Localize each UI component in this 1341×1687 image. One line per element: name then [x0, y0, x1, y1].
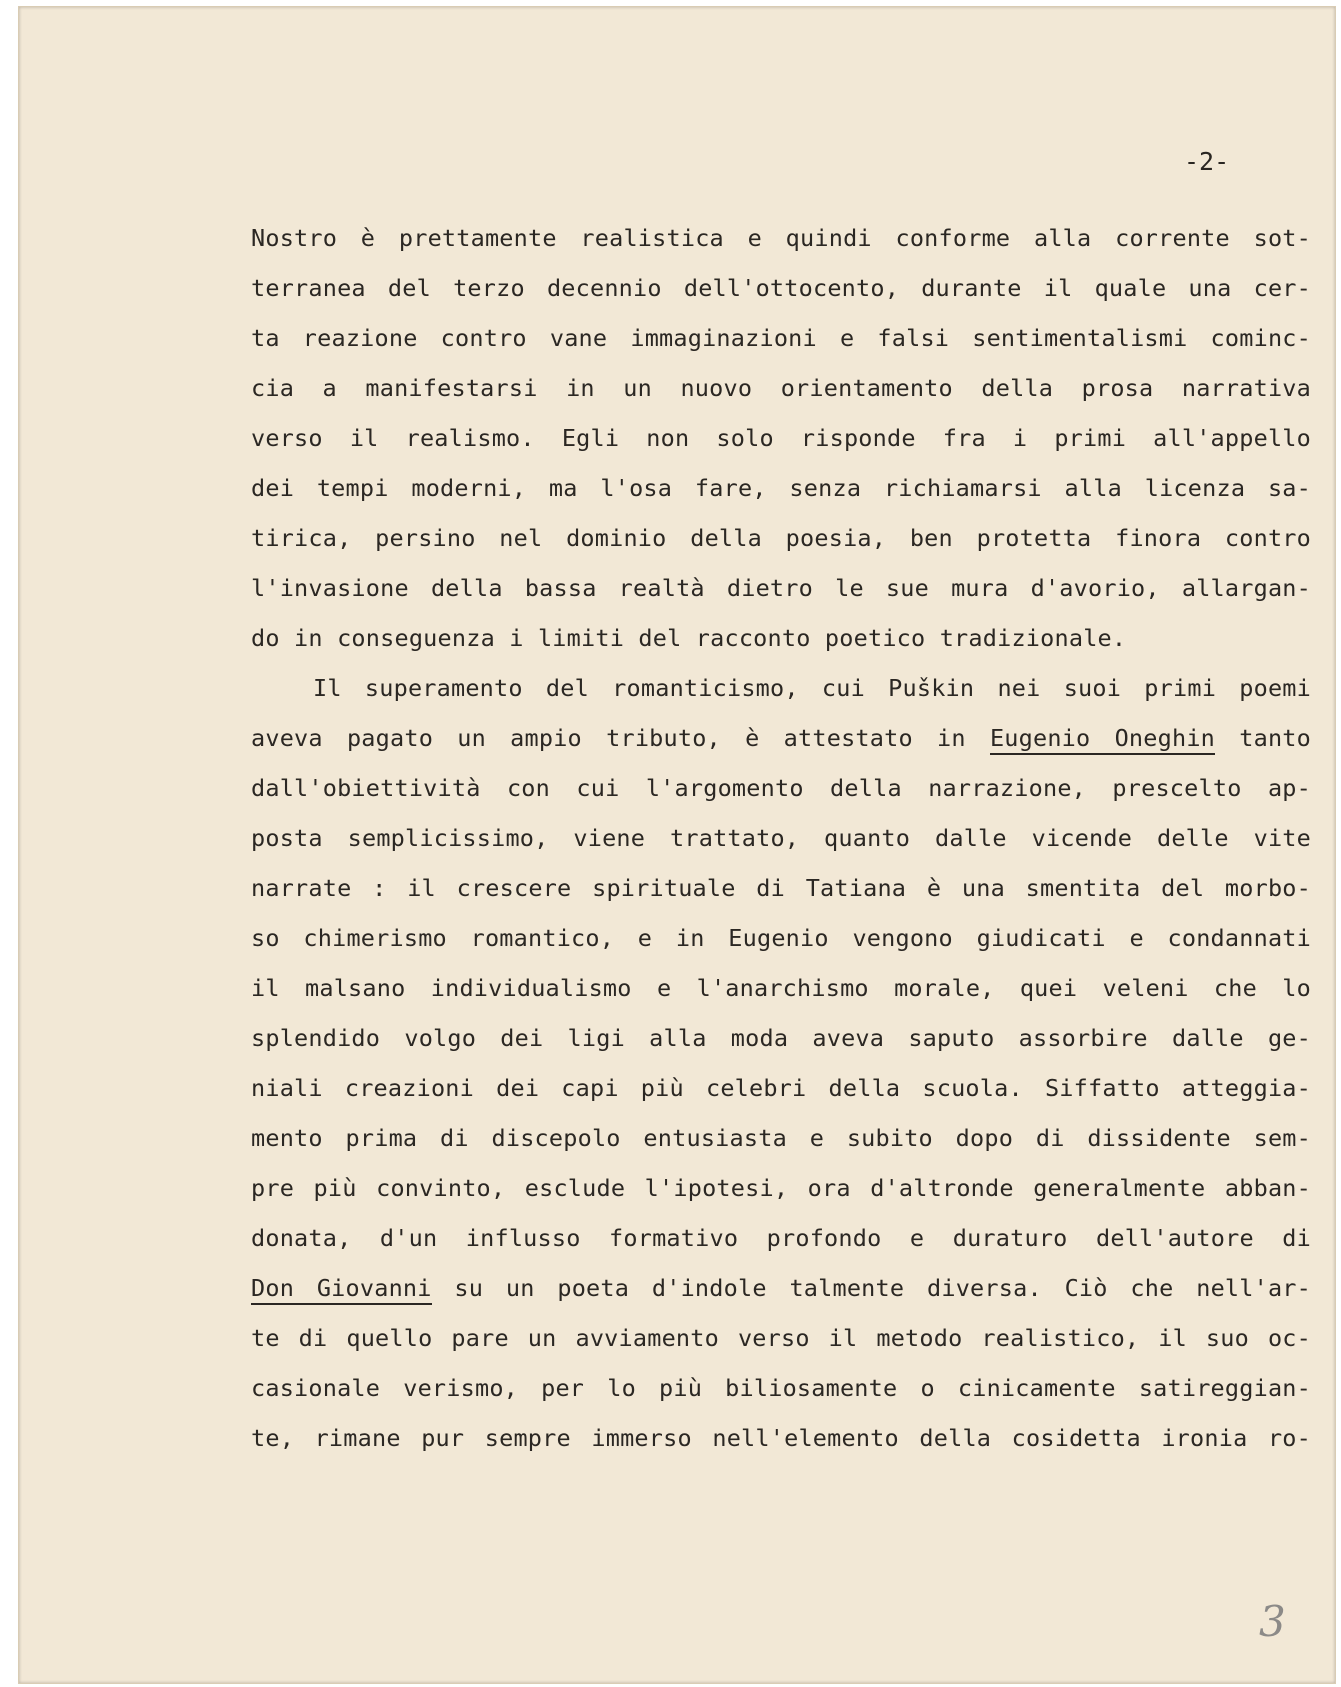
text-line: il malsano individualismo e l'anarchismo morale, quei veleni che lo — [251, 974, 1311, 1002]
text-line: so chimerismo romantico, e in Eugenio vengono giudicati e condannati — [251, 924, 1311, 952]
handwritten-page-mark: 3 — [1259, 1597, 1286, 1646]
text-line: ta reazione contro vane immaginazioni e falsi sentimentalismi cominc- — [251, 324, 1311, 352]
text-line: narrate : il crescere spirituale di Tatiana è una smentita del morbo- — [251, 874, 1311, 902]
text-segment: su un poeta d'indole talmente diversa. Ciò che nell'ar- — [431, 1274, 1312, 1302]
text-line: Nostro è prettamente realistica e quindi conforme alla corrente sot- — [251, 224, 1311, 252]
book-title-eugenio-oneghin: Eugenio Oneghin — [990, 724, 1215, 755]
paragraph-1 — [251, 213, 1311, 663]
text-line: l'invasione della bassa realtà dietro le sue mura d'avorio, allargan- — [251, 574, 1311, 602]
book-title-don-giovanni: Don Giovanni — [251, 1274, 432, 1305]
text-line: te, rimane pur sempre immerso nell'elemento della cosidetta ironia ro- — [251, 1424, 1311, 1452]
text-line: donata, d'un influsso formativo profondo e duraturo dell'autore di — [251, 1224, 1311, 1252]
text-line — [251, 713, 1311, 763]
text-line: splendido volgo dei ligi alla moda aveva saputo assorbire dalle ge- — [251, 1024, 1311, 1052]
text-line: terranea del terzo decennio dell'ottocento, durante il quale una cer- — [251, 274, 1311, 302]
body-text — [251, 213, 1311, 1463]
text-line: pre più convinto, esclude l'ipotesi, ora d'altronde generalmente abban- — [251, 1174, 1311, 1202]
text-segment: aveva pagato un ampio tributo, è attestato in — [251, 724, 990, 752]
text-line: dei tempi moderni, ma l'osa fare, senza richiamarsi alla licenza sa- — [251, 474, 1311, 502]
text-line: niali creazioni dei capi più celebri della scuola. Siffatto atteggia- — [251, 1074, 1311, 1102]
page-number: -2- — [1184, 147, 1230, 176]
text-line: tirica, persino nel dominio della poesia, ben protetta finora contro — [251, 524, 1311, 552]
text-line: te di quello pare un avviamento verso il metodo realistico, il suo oc- — [251, 1324, 1311, 1352]
text-line: do in conseguenza i limiti del racconto poetico tradizionale. — [251, 624, 1127, 652]
text-line: casionale verismo, per lo più biliosamente o cinicamente satireggian- — [251, 1374, 1311, 1402]
text-line: Il superamento del romanticismo, cui Puškin nei suoi primi poemi — [313, 674, 1311, 702]
text-line: dall'obiettività con cui l'argomento della narrazione, prescelto ap- — [251, 774, 1311, 802]
paragraph-2 — [251, 663, 1311, 1463]
text-line: cia a manifestarsi in un nuovo orientamento della prosa narrativa — [251, 374, 1311, 402]
text-line: posta semplicissimo, viene trattato, quanto dalle vicende delle vite — [251, 824, 1311, 852]
text-line: mento prima di discepolo entusiasta e subito dopo di dissidente sem- — [251, 1124, 1311, 1152]
text-line — [251, 1263, 1311, 1313]
text-line: verso il realismo. Egli non solo risponde fra i primi all'appello — [251, 424, 1311, 452]
text-segment: tanto — [1215, 724, 1311, 752]
typewritten-page — [18, 6, 1336, 1684]
